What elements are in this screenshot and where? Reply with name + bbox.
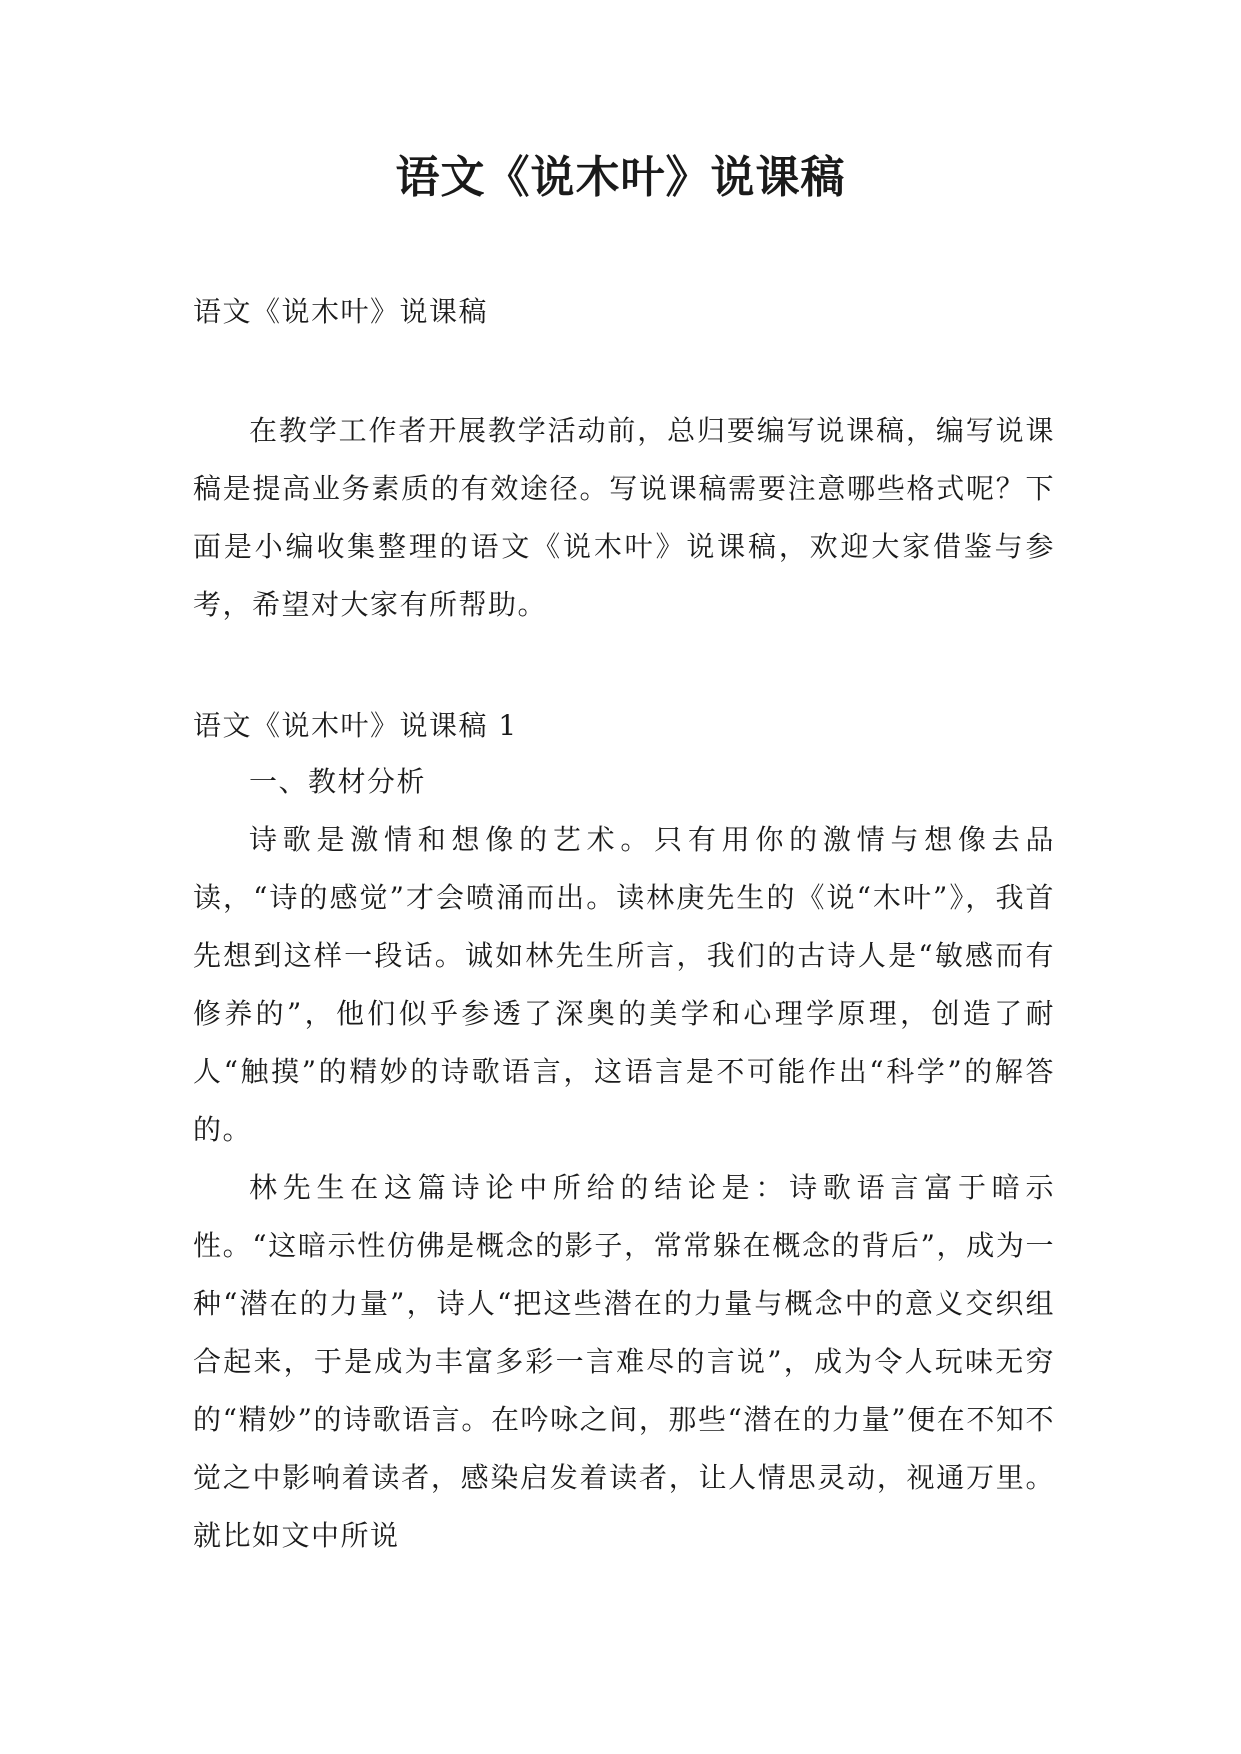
document-subtitle: 语文《说木叶》说课稿 (193, 295, 489, 328)
section-content (193, 753, 1055, 1565)
document-title: 语文《说木叶》说课稿 (395, 152, 846, 203)
section-title: 语文《说木叶》说课稿 1 (193, 709, 518, 742)
intro-paragraph: 在教学工作者开展教学活动前，总归要编写说课稿，编写说课稿是提高业务素质的有效途径。写说课稿需要注意哪些格式呢？下面是小编收集整理的语文《说木叶》说课稿，欢迎大家借鉴与参考，希望对大家有所帮助。 (193, 414, 1055, 621)
body-paragraph-2: 林先生在这篇诗论中所给的结论是：诗歌语言富于暗示性。“这暗示性仿佛是概念的影子，常常躲在概念的背后”，成为一种“潜在的力量”，诗人“把这些潜在的力量与概念中的意义交织组合起来，于是成为丰富多彩一言难尽的言说”，成为令人玩味无穷的“精妙”的诗歌语言。在吟咏之间，那些“潜在的力量”便在不知不觉之中影响着读者，感染启发着读者，让人情思灵动，视通万里。就比如文中所说 (193, 1171, 1055, 1552)
body-paragraph-1: 诗歌是激情和想像的艺术。只有用你的激情与想像去品读，“诗的感觉”才会喷涌而出。读林庚先生的《说“木叶”》，我首先想到这样一段话。诚如林先生所言，我们的古诗人是“敏感而有修养的”，他们似乎参透了深奥的美学和心理学原理，创造了耐人“触摸”的精妙的诗歌语言，这语言是不可能作出“科学”的解答的。 (193, 823, 1055, 1146)
section-heading: 一、教材分析 (249, 765, 427, 798)
